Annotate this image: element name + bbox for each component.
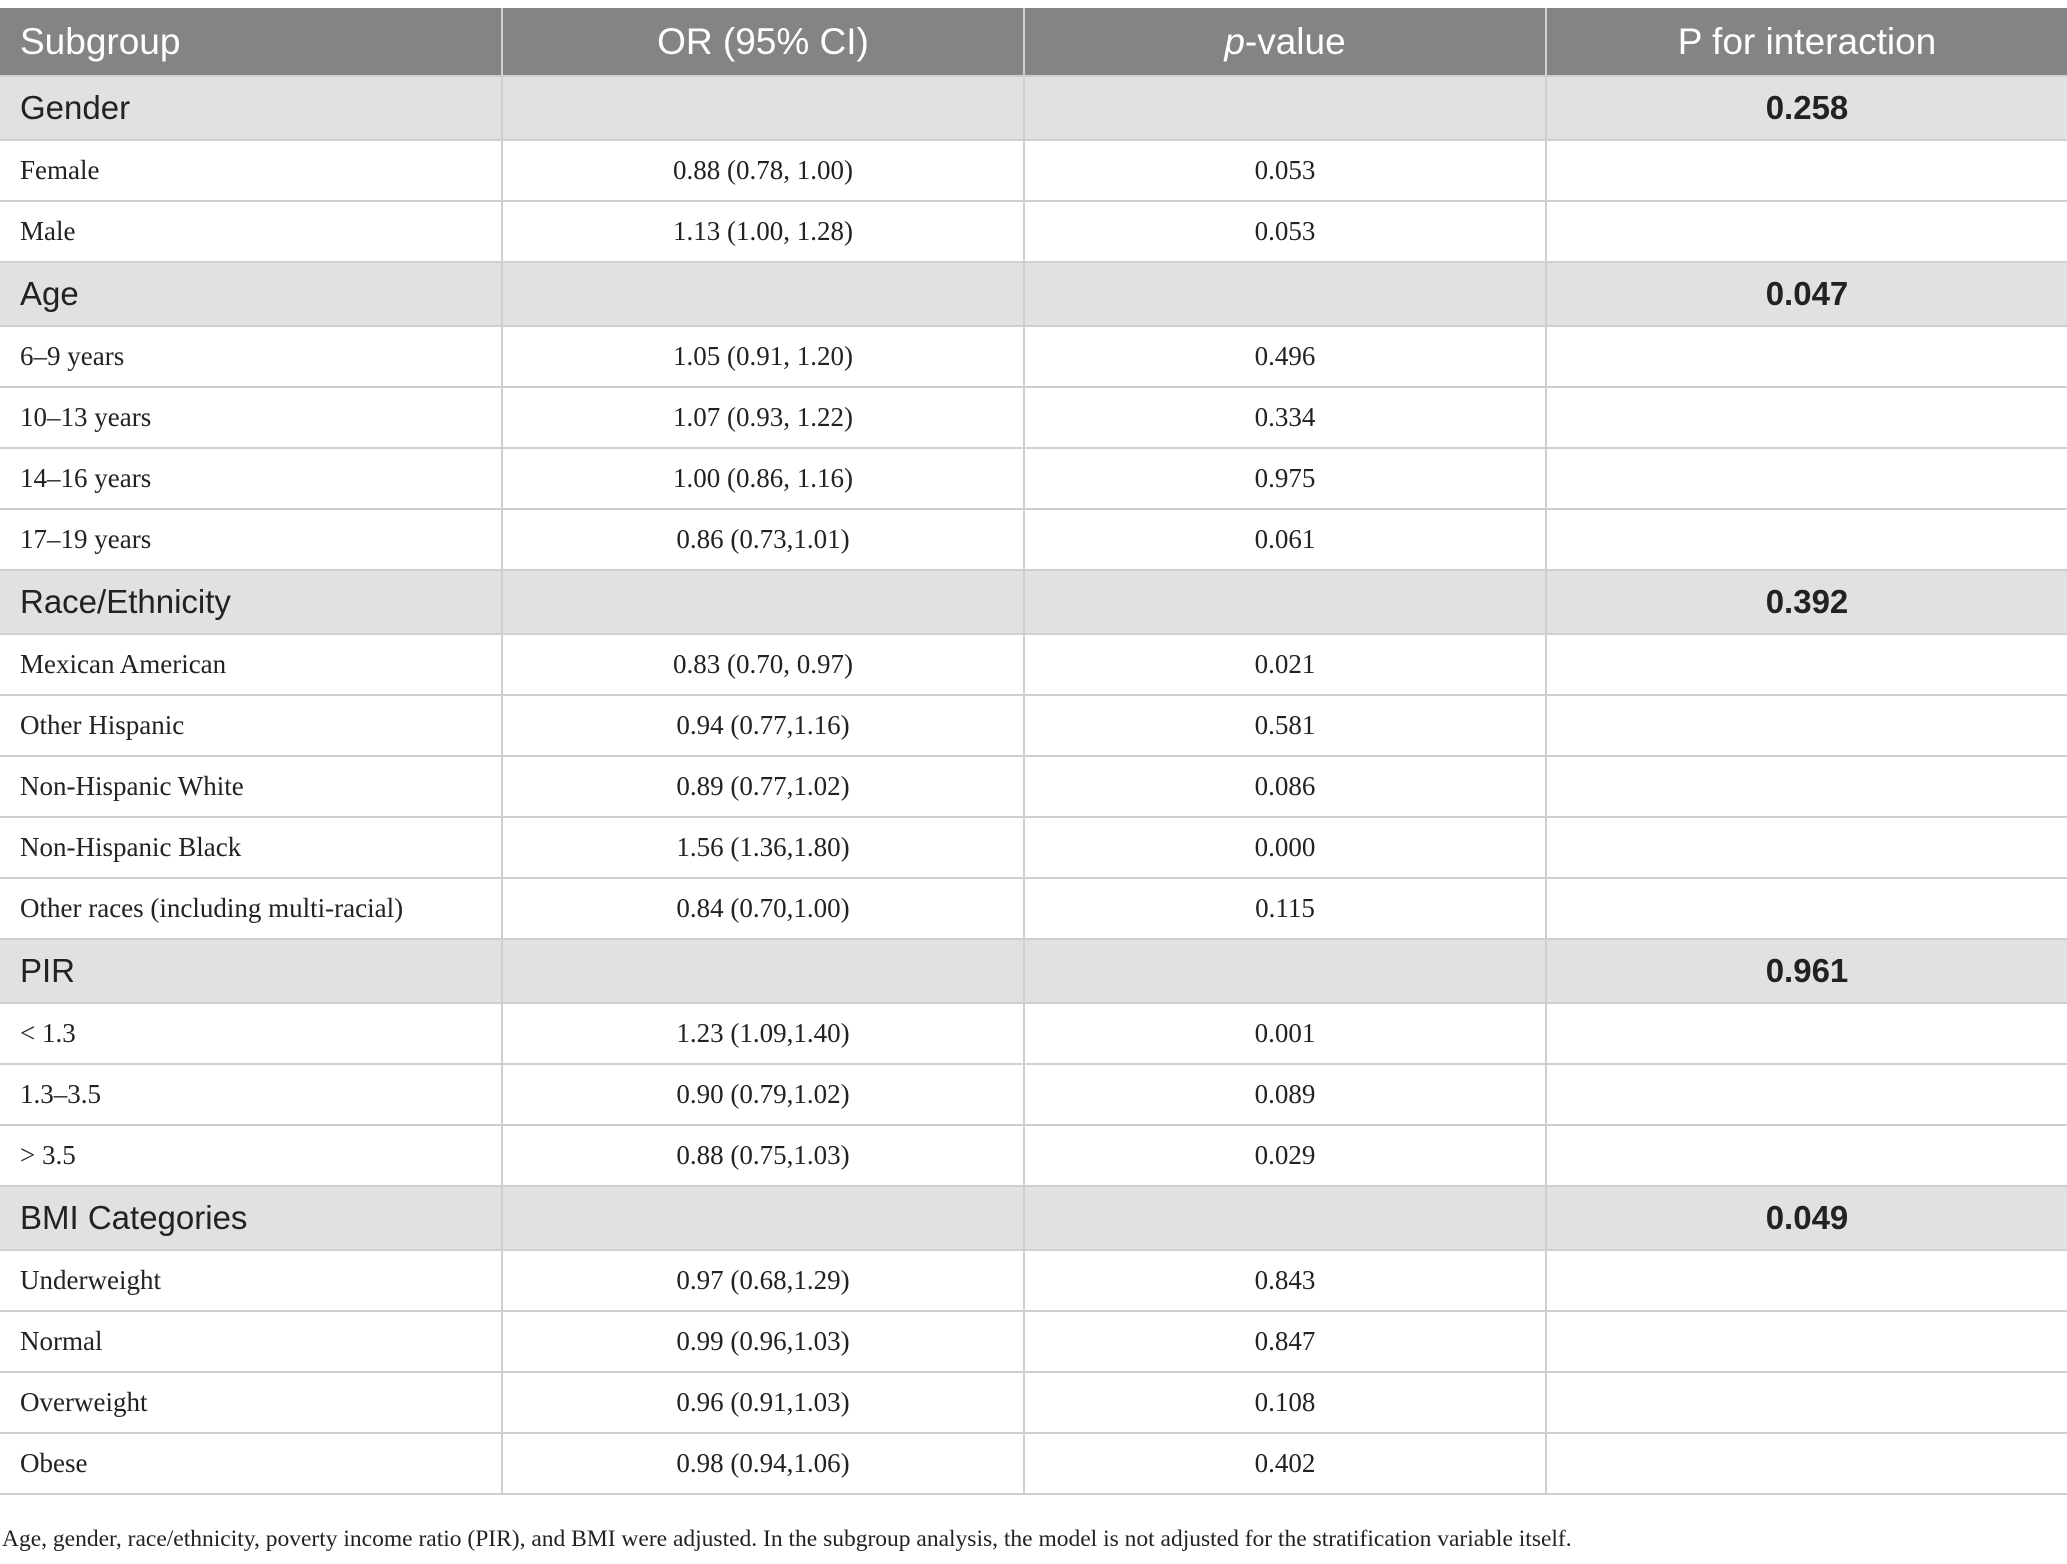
row-label: Mexican American xyxy=(0,634,502,695)
row-label: Female xyxy=(0,140,502,201)
table-row xyxy=(0,634,2067,695)
row-p-value: 0.053 xyxy=(1024,140,1546,201)
row-p-value: 0.000 xyxy=(1024,817,1546,878)
header-p-italic: p xyxy=(1224,20,1245,62)
row-label: 14–16 years xyxy=(0,448,502,509)
row-p-value: 0.089 xyxy=(1024,1064,1546,1125)
group-header-row xyxy=(0,939,2067,1003)
row-or-ci: 1.00 (0.86, 1.16) xyxy=(502,448,1024,509)
table-row xyxy=(0,201,2067,262)
row-p-interaction-empty xyxy=(1546,387,2067,448)
row-p-value: 0.115 xyxy=(1024,878,1546,939)
row-or-ci: 0.89 (0.77,1.02) xyxy=(502,756,1024,817)
row-p-value: 0.843 xyxy=(1024,1250,1546,1311)
header-subgroup: Subgroup xyxy=(0,8,502,76)
table-row xyxy=(0,1311,2067,1372)
group-or-empty xyxy=(502,1186,1024,1250)
row-p-value: 0.847 xyxy=(1024,1311,1546,1372)
row-p-value: 0.021 xyxy=(1024,634,1546,695)
row-p-interaction-empty xyxy=(1546,1372,2067,1433)
row-p-interaction-empty xyxy=(1546,140,2067,201)
row-p-value: 0.108 xyxy=(1024,1372,1546,1433)
group-name: BMI Categories xyxy=(0,1186,502,1250)
row-p-interaction-empty xyxy=(1546,1003,2067,1064)
group-header-row xyxy=(0,76,2067,140)
table-header-row xyxy=(0,8,2067,76)
table-row xyxy=(0,1064,2067,1125)
table-row xyxy=(0,1250,2067,1311)
row-p-value: 0.402 xyxy=(1024,1433,1546,1494)
subgroup-table xyxy=(0,8,2067,1495)
row-or-ci: 0.88 (0.75,1.03) xyxy=(502,1125,1024,1186)
row-p-value: 0.061 xyxy=(1024,509,1546,570)
table-row xyxy=(0,756,2067,817)
row-or-ci: 0.84 (0.70,1.00) xyxy=(502,878,1024,939)
group-header-row xyxy=(0,262,2067,326)
header-or-ci: OR (95% CI) xyxy=(502,8,1024,76)
header-p-rest: -value xyxy=(1244,20,1346,62)
row-label: 10–13 years xyxy=(0,387,502,448)
group-header-row xyxy=(0,1186,2067,1250)
table-row xyxy=(0,1003,2067,1064)
table-row xyxy=(0,1433,2067,1494)
row-p-value: 0.029 xyxy=(1024,1125,1546,1186)
row-or-ci: 0.96 (0.91,1.03) xyxy=(502,1372,1024,1433)
table-row xyxy=(0,448,2067,509)
group-p-empty xyxy=(1024,570,1546,634)
table-row xyxy=(0,817,2067,878)
row-p-interaction-empty xyxy=(1546,1064,2067,1125)
table-row xyxy=(0,1372,2067,1433)
table-row xyxy=(0,1125,2067,1186)
row-or-ci: 0.90 (0.79,1.02) xyxy=(502,1064,1024,1125)
row-or-ci: 0.88 (0.78, 1.00) xyxy=(502,140,1024,201)
row-label: Male xyxy=(0,201,502,262)
row-or-ci: 0.99 (0.96,1.03) xyxy=(502,1311,1024,1372)
row-p-interaction-empty xyxy=(1546,201,2067,262)
row-or-ci: 1.07 (0.93, 1.22) xyxy=(502,387,1024,448)
row-p-interaction-empty xyxy=(1546,1125,2067,1186)
row-label: Obese xyxy=(0,1433,502,1494)
row-label: Underweight xyxy=(0,1250,502,1311)
row-p-interaction-empty xyxy=(1546,1433,2067,1494)
row-p-interaction-empty xyxy=(1546,326,2067,387)
header-p-value xyxy=(1024,8,1546,76)
row-label: Other races (including multi-racial) xyxy=(0,878,502,939)
group-p-interaction: 0.049 xyxy=(1546,1186,2067,1250)
row-label: Non-Hispanic Black xyxy=(0,817,502,878)
row-or-ci: 0.94 (0.77,1.16) xyxy=(502,695,1024,756)
table-row xyxy=(0,695,2067,756)
row-p-interaction-empty xyxy=(1546,1311,2067,1372)
row-or-ci: 0.97 (0.68,1.29) xyxy=(502,1250,1024,1311)
row-or-ci: 0.86 (0.73,1.01) xyxy=(502,509,1024,570)
table-row xyxy=(0,509,2067,570)
group-p-empty xyxy=(1024,262,1546,326)
group-p-empty xyxy=(1024,1186,1546,1250)
row-label: 17–19 years xyxy=(0,509,502,570)
row-label: Non-Hispanic White xyxy=(0,756,502,817)
row-p-value: 0.334 xyxy=(1024,387,1546,448)
group-or-empty xyxy=(502,939,1024,1003)
group-p-interaction: 0.047 xyxy=(1546,262,2067,326)
row-label: Normal xyxy=(0,1311,502,1372)
table-body xyxy=(0,76,2067,1494)
row-p-interaction-empty xyxy=(1546,756,2067,817)
group-name: Age xyxy=(0,262,502,326)
row-p-interaction-empty xyxy=(1546,817,2067,878)
row-label: Overweight xyxy=(0,1372,502,1433)
row-p-value: 0.001 xyxy=(1024,1003,1546,1064)
row-p-interaction-empty xyxy=(1546,509,2067,570)
group-name: Race/Ethnicity xyxy=(0,570,502,634)
row-p-interaction-empty xyxy=(1546,695,2067,756)
header-p-interaction: P for interaction xyxy=(1546,8,2067,76)
row-label: Other Hispanic xyxy=(0,695,502,756)
row-p-value: 0.975 xyxy=(1024,448,1546,509)
table-row xyxy=(0,140,2067,201)
group-header-row xyxy=(0,570,2067,634)
row-p-interaction-empty xyxy=(1546,878,2067,939)
row-or-ci: 0.83 (0.70, 0.97) xyxy=(502,634,1024,695)
group-p-interaction: 0.961 xyxy=(1546,939,2067,1003)
group-or-empty xyxy=(502,76,1024,140)
row-p-value: 0.581 xyxy=(1024,695,1546,756)
row-p-value: 0.496 xyxy=(1024,326,1546,387)
row-or-ci: 0.98 (0.94,1.06) xyxy=(502,1433,1024,1494)
row-p-interaction-empty xyxy=(1546,448,2067,509)
row-p-interaction-empty xyxy=(1546,634,2067,695)
group-or-empty xyxy=(502,570,1024,634)
row-or-ci: 1.05 (0.91, 1.20) xyxy=(502,326,1024,387)
row-p-value: 0.086 xyxy=(1024,756,1546,817)
group-p-empty xyxy=(1024,76,1546,140)
group-p-interaction: 0.258 xyxy=(1546,76,2067,140)
row-label: 1.3–3.5 xyxy=(0,1064,502,1125)
table-row xyxy=(0,326,2067,387)
group-name: Gender xyxy=(0,76,502,140)
row-label: > 3.5 xyxy=(0,1125,502,1186)
row-p-interaction-empty xyxy=(1546,1250,2067,1311)
table-footnote: Age, gender, race/ethnicity, poverty income ratio (PIR), and BMI were adjusted. In the subgroup analysis, the model is not adjusted for the stratification variable itself. xyxy=(2,1526,1572,1552)
row-label: 6–9 years xyxy=(0,326,502,387)
group-or-empty xyxy=(502,262,1024,326)
row-or-ci: 1.56 (1.36,1.80) xyxy=(502,817,1024,878)
group-p-interaction: 0.392 xyxy=(1546,570,2067,634)
row-or-ci: 1.23 (1.09,1.40) xyxy=(502,1003,1024,1064)
row-p-value: 0.053 xyxy=(1024,201,1546,262)
group-name: PIR xyxy=(0,939,502,1003)
group-p-empty xyxy=(1024,939,1546,1003)
row-or-ci: 1.13 (1.00, 1.28) xyxy=(502,201,1024,262)
table-row xyxy=(0,387,2067,448)
row-label: < 1.3 xyxy=(0,1003,502,1064)
table-row xyxy=(0,878,2067,939)
